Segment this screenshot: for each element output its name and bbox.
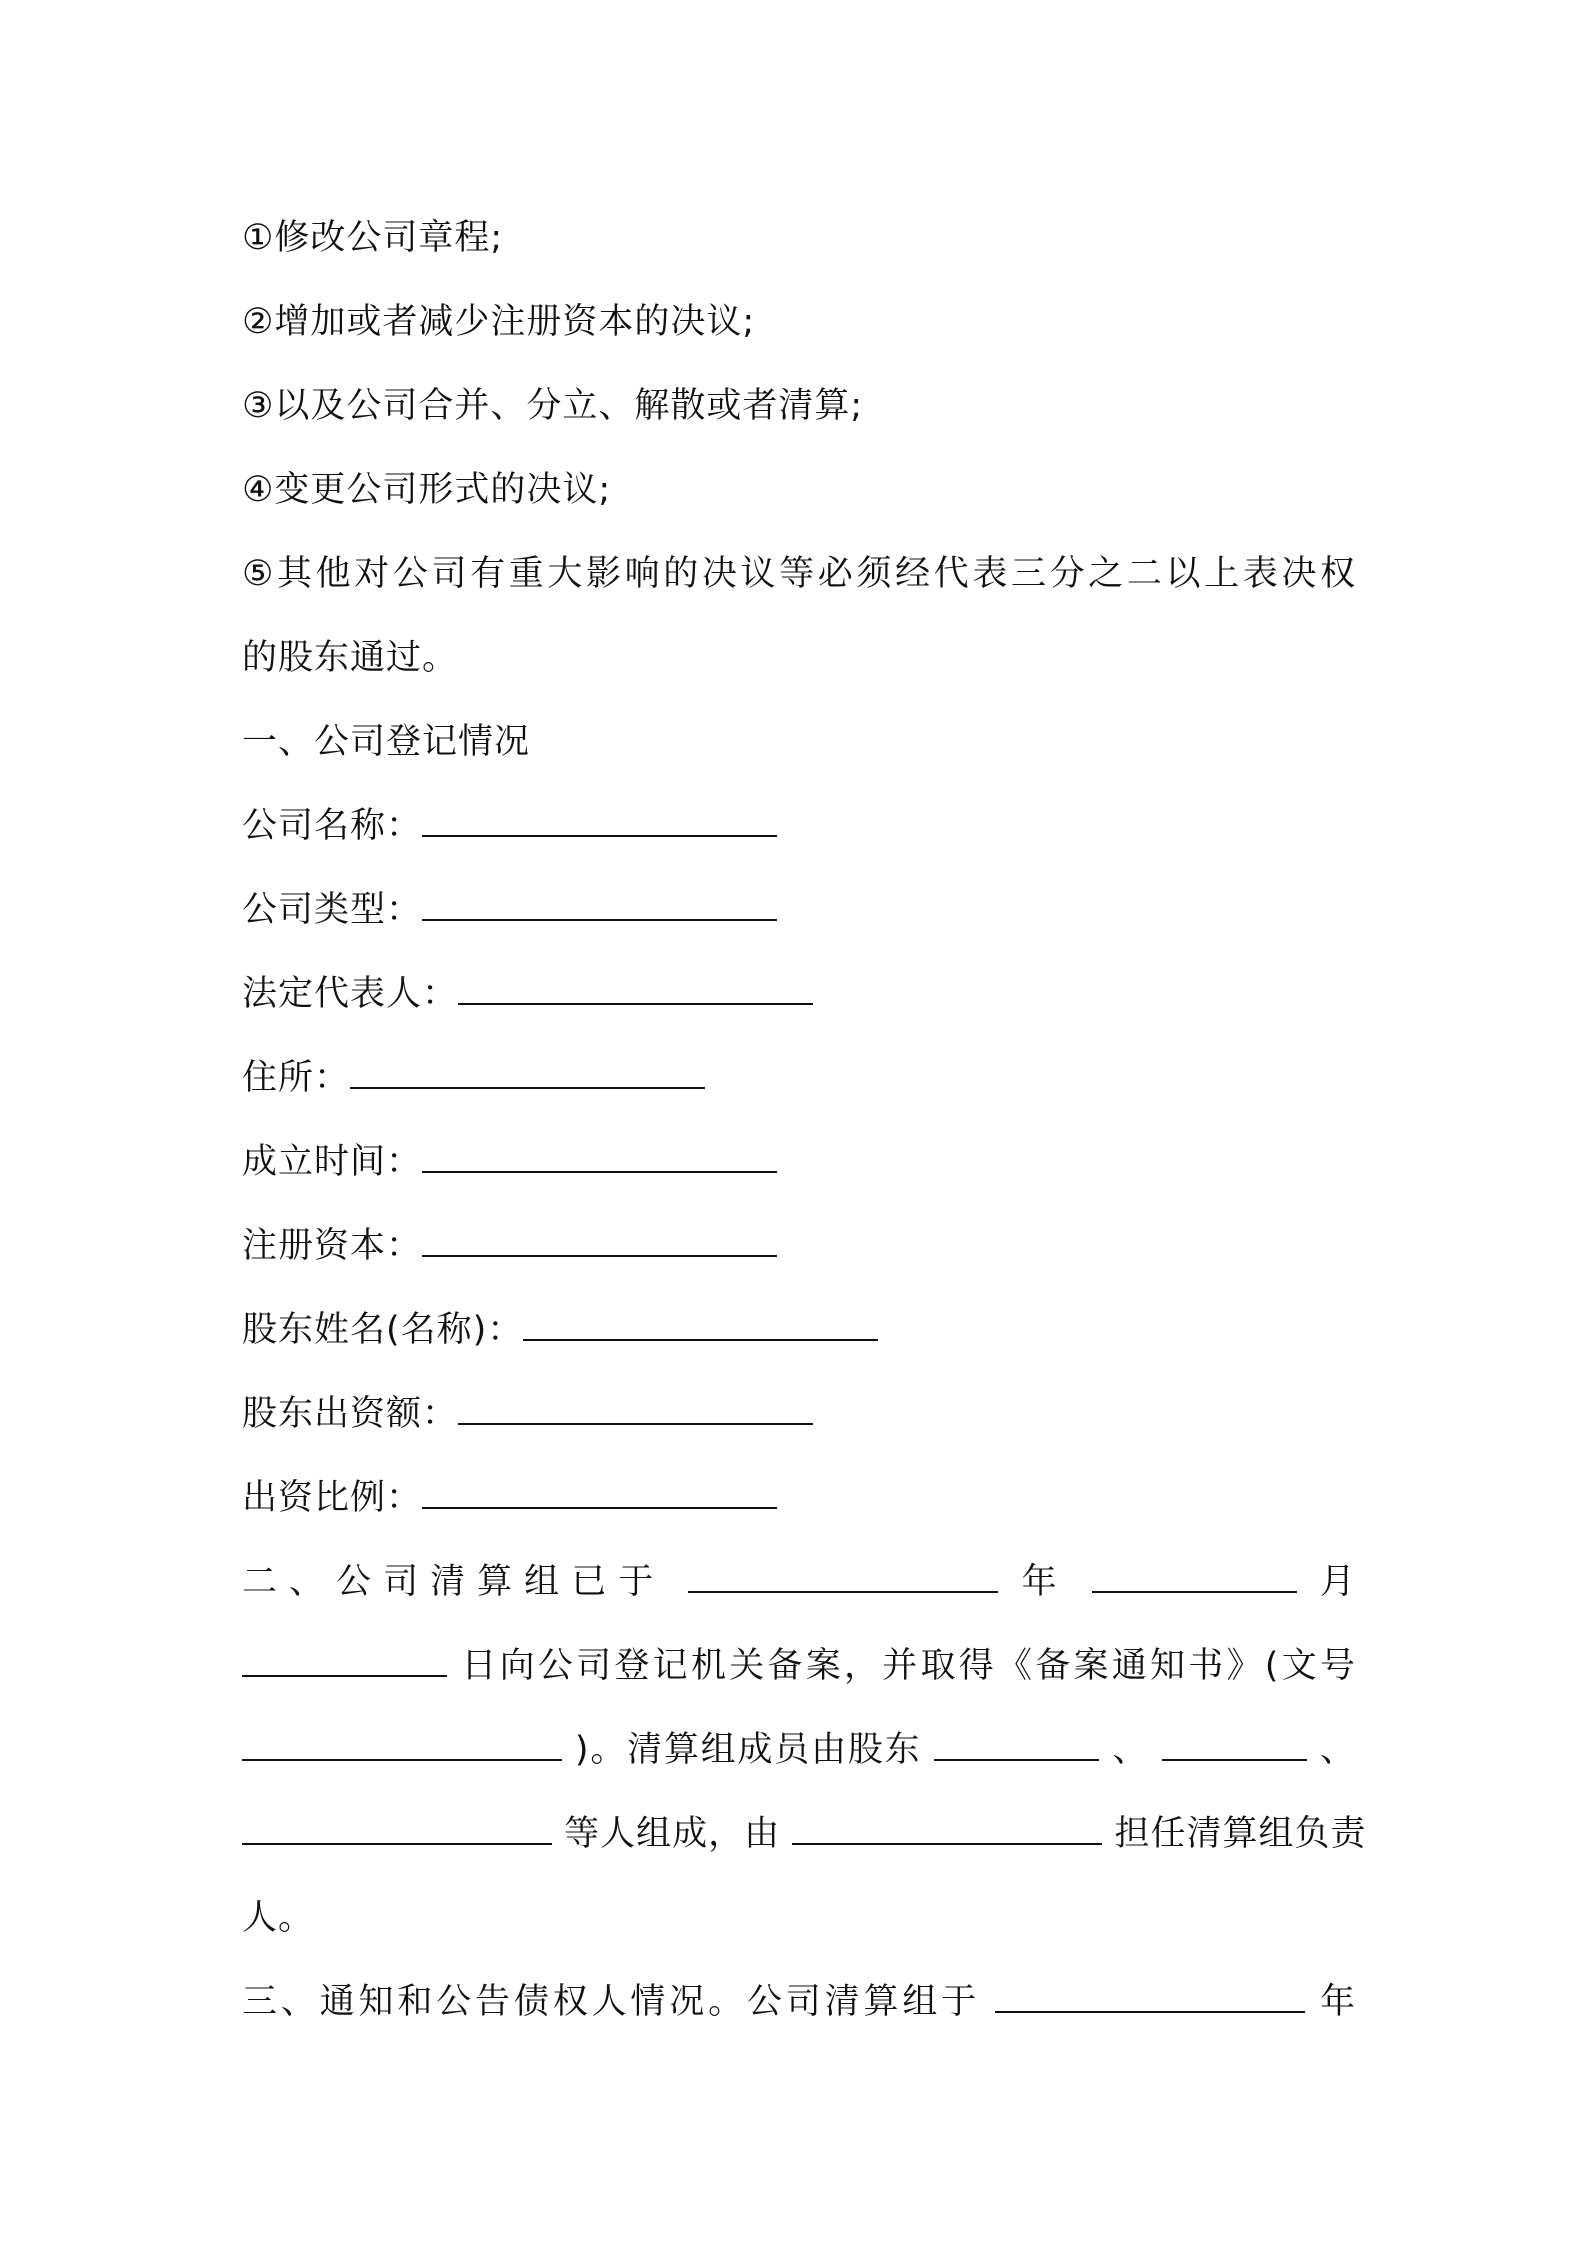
item5-line2: 的股东通过。 bbox=[242, 638, 459, 678]
fill-in-blank bbox=[242, 1729, 562, 1761]
section2-paragraph bbox=[242, 1540, 1367, 1960]
field-label: 法定代表人： bbox=[242, 974, 459, 1014]
fill-in-blank bbox=[934, 1729, 1099, 1761]
fill-in-blank bbox=[422, 889, 777, 921]
list-item: ④变更公司形式的决议; bbox=[242, 470, 612, 510]
fill-in-blank bbox=[1162, 1729, 1307, 1761]
fill-in-blank bbox=[1092, 1561, 1297, 1593]
list-item: ③以及公司合并、分立、解散或者清算; bbox=[242, 386, 864, 426]
section2-line: 日向公司登记机关备案，并取得《备案通知书》(文号 bbox=[242, 1624, 1356, 1708]
field-label: 股东姓名(名称)： bbox=[242, 1310, 524, 1350]
form-field bbox=[242, 1372, 1356, 1456]
fill-in-blank bbox=[458, 1393, 813, 1425]
section3-line: 三、通知和公告债权人情况。公司清算组于 年 bbox=[242, 1982, 1356, 2022]
fill-in-blank bbox=[458, 973, 813, 1005]
list-item bbox=[242, 532, 1356, 700]
fill-in-blank bbox=[422, 1141, 777, 1173]
form-field bbox=[242, 784, 1356, 868]
section2-line: 二、公司清算组已于 年 月 bbox=[242, 1562, 1356, 1602]
fill-in-blank bbox=[523, 1309, 878, 1341]
section2-line: 等人组成，由 担任清算组负责 bbox=[242, 1792, 1356, 1876]
field-label: 成立时间： bbox=[242, 1142, 423, 1182]
field-label: 注册资本： bbox=[242, 1226, 423, 1266]
section3-paragraph bbox=[242, 1960, 1356, 2044]
field-label: 公司名称： bbox=[242, 806, 423, 846]
field-label: 住所： bbox=[242, 1058, 351, 1098]
document-body bbox=[242, 196, 1367, 2044]
form-field bbox=[242, 1288, 1356, 1372]
fill-in-blank bbox=[422, 1225, 777, 1257]
fill-in-blank bbox=[422, 805, 777, 837]
fill-in-blank bbox=[242, 1645, 447, 1677]
form-field bbox=[242, 1120, 1356, 1204]
fill-in-blank bbox=[422, 1477, 777, 1509]
fill-in-blank bbox=[792, 1813, 1102, 1845]
field-label: 出资比例： bbox=[242, 1478, 423, 1518]
fill-in-blank bbox=[688, 1561, 998, 1593]
section2-line: )。清算组成员由股东 、 、 bbox=[242, 1708, 1356, 1792]
list-item: ①修改公司章程; bbox=[242, 218, 504, 258]
fill-in-blank bbox=[995, 1981, 1305, 2013]
form-field bbox=[242, 1036, 1356, 1120]
fill-in-blank bbox=[350, 1057, 705, 1089]
form-field bbox=[242, 868, 1356, 952]
form-field bbox=[242, 952, 1356, 1036]
form-field bbox=[242, 1456, 1356, 1540]
section-heading: 一、公司登记情况 bbox=[242, 722, 531, 762]
item5-line1: ⑤其他对公司有重大影响的决议等必须经代表三分之二以上表决权 bbox=[242, 554, 1356, 594]
form-field bbox=[242, 1204, 1356, 1288]
section2-line: 人。 bbox=[242, 1898, 315, 1938]
field-label: 公司类型： bbox=[242, 890, 423, 930]
field-label: 股东出资额： bbox=[242, 1394, 459, 1434]
list-item: ②增加或者减少注册资本的决议; bbox=[242, 302, 756, 342]
fill-in-blank bbox=[242, 1813, 552, 1845]
